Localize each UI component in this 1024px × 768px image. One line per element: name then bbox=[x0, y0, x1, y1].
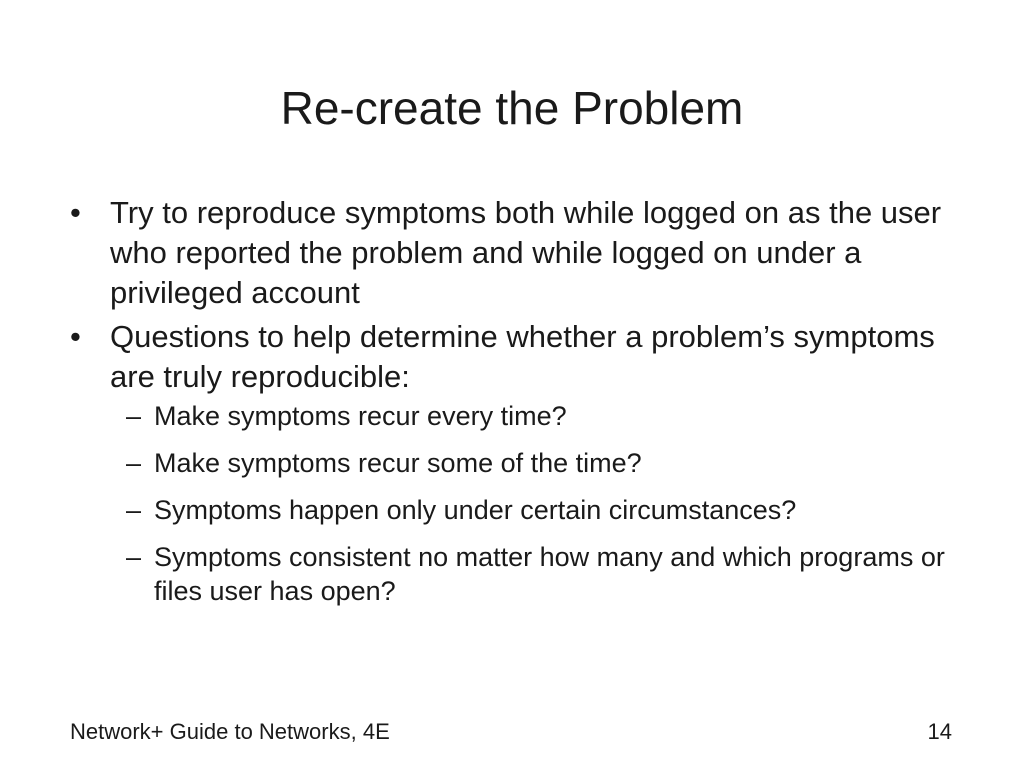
sub-bullet-item bbox=[110, 493, 950, 527]
sub-bullet-marker: – bbox=[126, 495, 142, 525]
bullet-item bbox=[70, 193, 950, 313]
sub-bullet-text: Make symptoms recur every time? bbox=[154, 401, 567, 431]
sub-bullet-text: Make symptoms recur some of the time? bbox=[154, 448, 642, 478]
footer-course-title: Network+ Guide to Networks, 4E bbox=[70, 719, 390, 744]
bullet-item bbox=[70, 317, 950, 608]
sub-bullet-item bbox=[110, 540, 950, 608]
sub-bullet-marker: – bbox=[126, 401, 142, 431]
sub-bullet-marker: – bbox=[126, 448, 142, 478]
bullet-text: Try to reproduce symptoms both while logged on as the user who reported the problem and while logged on under a privileged account bbox=[110, 195, 942, 310]
sub-bullet-text: Symptoms happen only under certain circumstances? bbox=[154, 495, 797, 525]
bullet-marker: • bbox=[70, 319, 81, 354]
bullet-marker: • bbox=[70, 195, 81, 230]
sub-bullet-item bbox=[110, 399, 950, 433]
sub-bullet-marker: – bbox=[126, 542, 142, 572]
sub-bullet-list bbox=[110, 399, 950, 608]
bullet-text: Questions to help determine whether a problem’s symptoms are truly reproducible: bbox=[110, 319, 935, 394]
slide-title: Re-create the Problem bbox=[280, 82, 744, 134]
sub-bullet-item bbox=[110, 446, 950, 480]
page-number: 14 bbox=[927, 719, 952, 744]
sub-bullet-text: Symptoms consistent no matter how many and which programs or files user has open? bbox=[154, 542, 945, 606]
bullet-list bbox=[70, 193, 950, 621]
